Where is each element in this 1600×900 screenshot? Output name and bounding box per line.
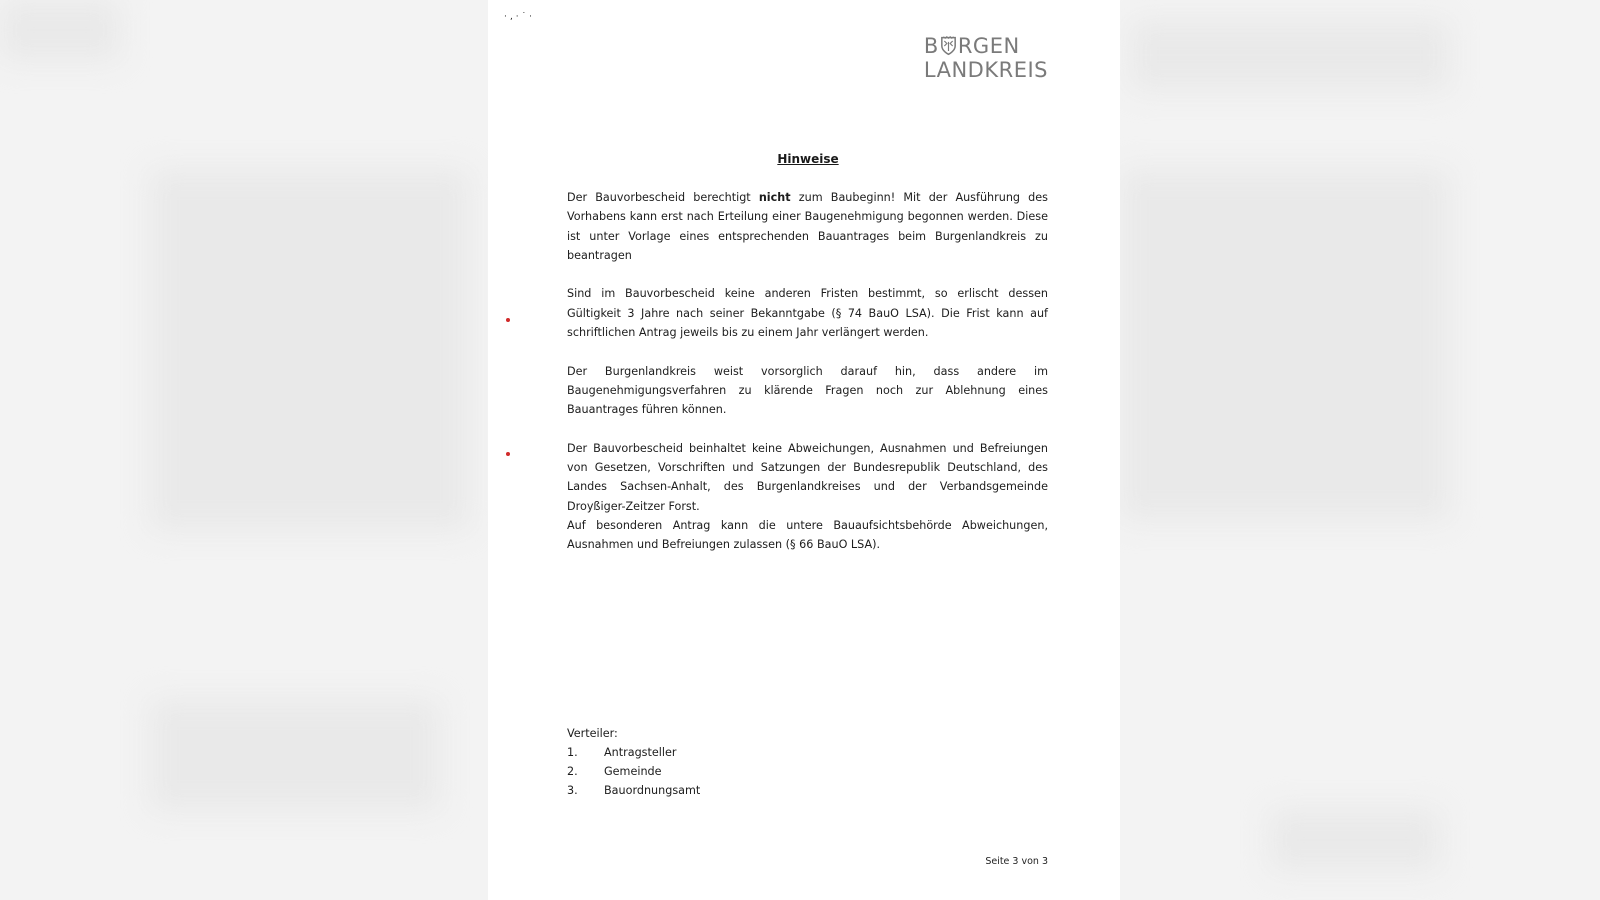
paragraph-baubeginn bbox=[567, 188, 1048, 265]
scan-artifact: ·‚·˙· bbox=[504, 12, 535, 22]
paragraph-text: zum Baubeginn! Mit der Ausführung des Vorhabens kann erst nach Erteilung einer Baugenehmigung begonnen werden. Diese ist unter Vorlage eines entsprechenden Bauantrages beim Burgenlandkreis zu beantragen bbox=[567, 191, 1048, 262]
list-number: 2. bbox=[567, 765, 578, 778]
page-title: Hinweise bbox=[777, 152, 839, 166]
list-number: 1. bbox=[567, 746, 578, 759]
coat-of-arms-icon bbox=[940, 36, 957, 56]
emphasis-text: nicht bbox=[758, 191, 791, 204]
margin-mark bbox=[506, 318, 510, 322]
list-item bbox=[567, 762, 700, 781]
logo-text-line1-pre: B bbox=[923, 34, 939, 58]
paragraph-text: Der Bauvorbescheid berechtigt bbox=[567, 191, 759, 204]
logo-text-line1-post: RGEN bbox=[957, 34, 1020, 58]
paragraph-abweichungen: Der Bauvorbescheid beinhaltet keine Abweichungen, Ausnahmen und Befreiungen von Gesetzen, Vorschriften und Satzungen der Bundesrepublik Deutschland, des Landes Sachsen-Anhalt, des Burgenlandkreises und der Verbandsgemeinde Droyßiger-Zeitzer Forst. bbox=[567, 441, 1048, 513]
burgenlandkreis-logo bbox=[924, 34, 1048, 82]
page-number: Seite 3 von 3 bbox=[985, 856, 1048, 867]
distribution-heading: Verteiler: bbox=[567, 727, 618, 740]
list-label: Gemeinde bbox=[604, 765, 662, 778]
list-label: Antragsteller bbox=[604, 746, 677, 759]
distribution-list bbox=[567, 724, 700, 800]
document-page bbox=[488, 0, 1120, 900]
paragraph-vorsorglich: Der Burgenlandkreis weist vorsorglich darauf hin, dass andere im Baugenehmigungsverfahren zu klärende Fragen noch zur Ablehnung eines Bauantrages führen können. bbox=[567, 364, 1048, 417]
paragraph-antrag: Auf besonderen Antrag kann die untere Bauaufsichtsbehörde Abweichungen, Ausnahmen und Befreiungen zulassen (§ 66 BauO LSA). bbox=[567, 519, 1048, 552]
list-number: 3. bbox=[567, 784, 578, 797]
paragraph-fristen: Sind im Bauvorbescheid keine anderen Fristen bestimmt, so erlischt dessen Gültigkeit 3 Jahre nach seiner Bekanntgabe (§ 74 BauO LSA). Die Frist kann auf schriftlichen Antrag jeweils bis zu einem Jahr verlängert werden. bbox=[567, 287, 1048, 340]
list-item bbox=[567, 781, 700, 800]
list-label: Bauordnungsamt bbox=[604, 784, 701, 797]
margin-mark bbox=[506, 452, 510, 456]
logo-text-line2: LANDKREIS bbox=[923, 58, 1048, 82]
list-item bbox=[567, 743, 700, 762]
document-body bbox=[567, 188, 1048, 555]
